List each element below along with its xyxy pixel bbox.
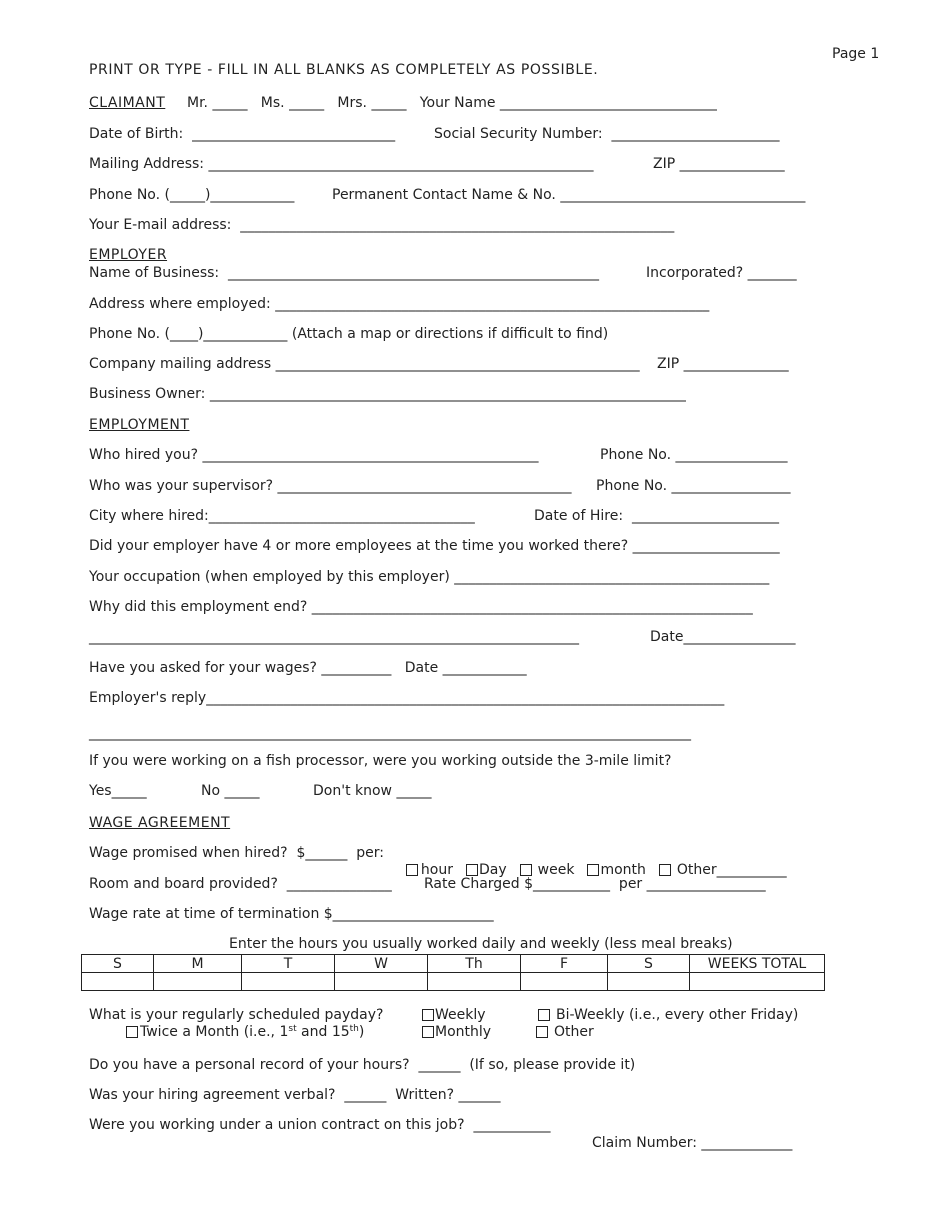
ssn-field[interactable]: Social Security Number: ________________________ — [434, 126, 780, 142]
hours-cell-wednesday[interactable] — [335, 973, 428, 991]
four-employees-field[interactable]: Did your employer have 4 or more employees at the time you worked there? _____________________ — [89, 538, 780, 554]
mailing-address-field[interactable]: Mailing Address: _______________________________________________________ — [89, 156, 594, 172]
option-label-text: ) — [358, 1024, 365, 1040]
option-label: Weekly — [435, 1007, 486, 1023]
fish-processor-question: If you were working on a fish processor, were you working outside the 3-mile limit? — [89, 753, 672, 769]
occupation-field[interactable]: Your occupation (when employed by this employer) _____________________________________________ — [89, 569, 770, 585]
option-label-text: Twice a Month (i.e., 1 — [140, 1024, 289, 1040]
email-field[interactable]: Your E-mail address: ______________________________________________________________ — [89, 217, 675, 233]
hours-cell-weeks-total[interactable] — [690, 973, 825, 991]
employer-reply-field[interactable]: Employer's reply__________________________________________________________________________ — [89, 690, 725, 706]
checkbox[interactable] — [520, 864, 532, 876]
asked-wages-field[interactable]: Have you asked for your wages? __________ Date ____________ — [89, 660, 527, 676]
payday-other-option[interactable] — [536, 1024, 594, 1041]
checkbox[interactable] — [538, 1009, 550, 1021]
permanent-contact-field[interactable]: Permanent Contact Name & No. ___________________________________ — [332, 187, 806, 203]
wage-agreement-section-header: WAGE AGREEMENT — [89, 815, 231, 831]
option-label: Monthly — [435, 1024, 492, 1040]
hours-table-caption: Enter the hours you usually worked daily and weekly (less meal breaks) — [229, 936, 733, 952]
claimant-section-header: CLAIMANT — [89, 95, 166, 111]
fish-dont-know-field[interactable]: Don't know _____ — [313, 783, 432, 799]
hours-col-tuesday: T — [242, 955, 335, 973]
option-label-text: and 15 — [296, 1024, 350, 1040]
hours-col-saturday: S — [608, 955, 690, 973]
checkbox[interactable] — [422, 1009, 434, 1021]
option-label: Other — [554, 1024, 594, 1040]
business-name-field[interactable]: Name of Business: _____________________________________________________ — [89, 265, 600, 281]
form-instructions: PRINT OR TYPE - FILL IN ALL BLANKS AS COMPLETELY AS POSSIBLE. — [89, 62, 599, 78]
employer-section-header: EMPLOYER — [89, 247, 168, 263]
option-label: hour — [420, 862, 453, 878]
claimant-title-name-field[interactable]: Mr. _____ Ms. _____ Mrs. _____ Your Name _______________________________ — [187, 95, 717, 111]
employment-end-reason-field[interactable]: Why did this employment end? _______________________________________________________________ — [89, 599, 753, 615]
rate-charged-field[interactable]: Rate Charged $___________ per _________________ — [424, 876, 766, 892]
employer-reply-continued[interactable]: ______________________________________________________________________________________ — [89, 725, 691, 741]
employer-phone-field[interactable]: Phone No. (____)____________ (Attach a map or directions if difficult to find) — [89, 326, 609, 342]
hours-col-monday: M — [154, 955, 242, 973]
date-of-hire-field[interactable]: Date of Hire: _____________________ — [534, 508, 779, 524]
company-mailing-field[interactable]: Company mailing address ____________________________________________________ — [89, 356, 640, 372]
employer-address-field[interactable]: Address where employed: ______________________________________________________________ — [89, 296, 710, 312]
hired-by-field[interactable]: Who hired you? ________________________________________________ — [89, 447, 539, 463]
checkbox[interactable] — [422, 1026, 434, 1038]
supervisor-phone-field[interactable]: Phone No. _________________ — [596, 478, 791, 494]
wage-at-termination-field[interactable]: Wage rate at time of termination $_______________________ — [89, 906, 494, 922]
payday-question: What is your regularly scheduled payday? — [89, 1007, 384, 1023]
fish-no-field[interactable]: No _____ — [201, 783, 260, 799]
option-label: month — [600, 862, 646, 878]
checkbox[interactable] — [587, 864, 599, 876]
hiring-agreement-field[interactable]: Was your hiring agreement verbal? ______ Written? ______ — [89, 1087, 501, 1103]
payday-monthly-option[interactable] — [422, 1024, 491, 1041]
wage-period-checkbox-group — [397, 845, 787, 879]
hours-table — [81, 954, 825, 991]
checkbox[interactable] — [536, 1026, 548, 1038]
hours-col-weeks-total: WEEKS TOTAL — [690, 955, 825, 973]
personal-record-field[interactable]: Do you have a personal record of your hours? ______ (If so, please provide it) — [89, 1057, 636, 1073]
supervisor-field[interactable]: Who was your supervisor? __________________________________________ — [89, 478, 572, 494]
city-hired-field[interactable]: City where hired:______________________________________ — [89, 508, 475, 524]
union-contract-field[interactable]: Were you working under a union contract on this job? ___________ — [89, 1117, 551, 1133]
employment-section-header: EMPLOYMENT — [89, 417, 190, 433]
hours-col-wednesday: W — [335, 955, 428, 973]
hours-table-entry-row — [82, 973, 825, 991]
hours-table-header-row — [82, 955, 825, 973]
payday-biweekly-option[interactable] — [538, 1007, 798, 1024]
business-owner-field[interactable]: Business Owner: ____________________________________________________________________ — [89, 386, 686, 402]
checkbox[interactable] — [406, 864, 418, 876]
hours-cell-sunday[interactable] — [82, 973, 154, 991]
hired-by-phone-field[interactable]: Phone No. ________________ — [600, 447, 788, 463]
employment-end-reason-continued[interactable]: ______________________________________________________________________ — [89, 629, 579, 645]
incorporated-field[interactable]: Incorporated? _______ — [646, 265, 797, 281]
payday-weekly-option[interactable] — [422, 1007, 486, 1024]
checkbox[interactable] — [126, 1026, 138, 1038]
company-zip-field[interactable]: ZIP _______________ — [657, 356, 789, 372]
mailing-zip-field[interactable]: ZIP _______________ — [653, 156, 785, 172]
payday-twice-month-option[interactable] — [126, 1024, 364, 1041]
hours-cell-friday[interactable] — [521, 973, 608, 991]
date-of-birth-field[interactable]: Date of Birth: _____________________________ — [89, 126, 396, 142]
ordinal-suffix: st — [288, 1024, 297, 1034]
option-label: Day — [478, 862, 507, 878]
hours-col-friday: F — [521, 955, 608, 973]
hours-cell-tuesday[interactable] — [242, 973, 335, 991]
room-board-field[interactable]: Room and board provided? _______________ — [89, 876, 392, 892]
checkbox[interactable] — [659, 864, 671, 876]
hours-cell-thursday[interactable] — [428, 973, 521, 991]
page-number: Page 1 — [832, 46, 880, 62]
claim-number-field[interactable]: Claim Number: _____________ — [592, 1135, 793, 1151]
checkbox[interactable] — [466, 864, 478, 876]
ordinal-suffix: th — [349, 1024, 359, 1034]
option-label: week — [537, 862, 575, 878]
wage-promised-field[interactable]: Wage promised when hired? $______ per: — [89, 845, 384, 861]
hours-col-sunday: S — [82, 955, 154, 973]
option-label: Bi-Weekly (i.e., every other Friday) — [556, 1007, 799, 1023]
option-label — [140, 1024, 364, 1040]
option-label: Other__________ — [676, 862, 787, 878]
hours-cell-saturday[interactable] — [608, 973, 690, 991]
hours-cell-monday[interactable] — [154, 973, 242, 991]
employment-end-date-field[interactable]: Date________________ — [650, 629, 796, 645]
hours-col-thursday: Th — [428, 955, 521, 973]
fish-yes-field[interactable]: Yes_____ — [89, 783, 147, 799]
claimant-phone-field[interactable]: Phone No. (_____)____________ — [89, 187, 295, 203]
